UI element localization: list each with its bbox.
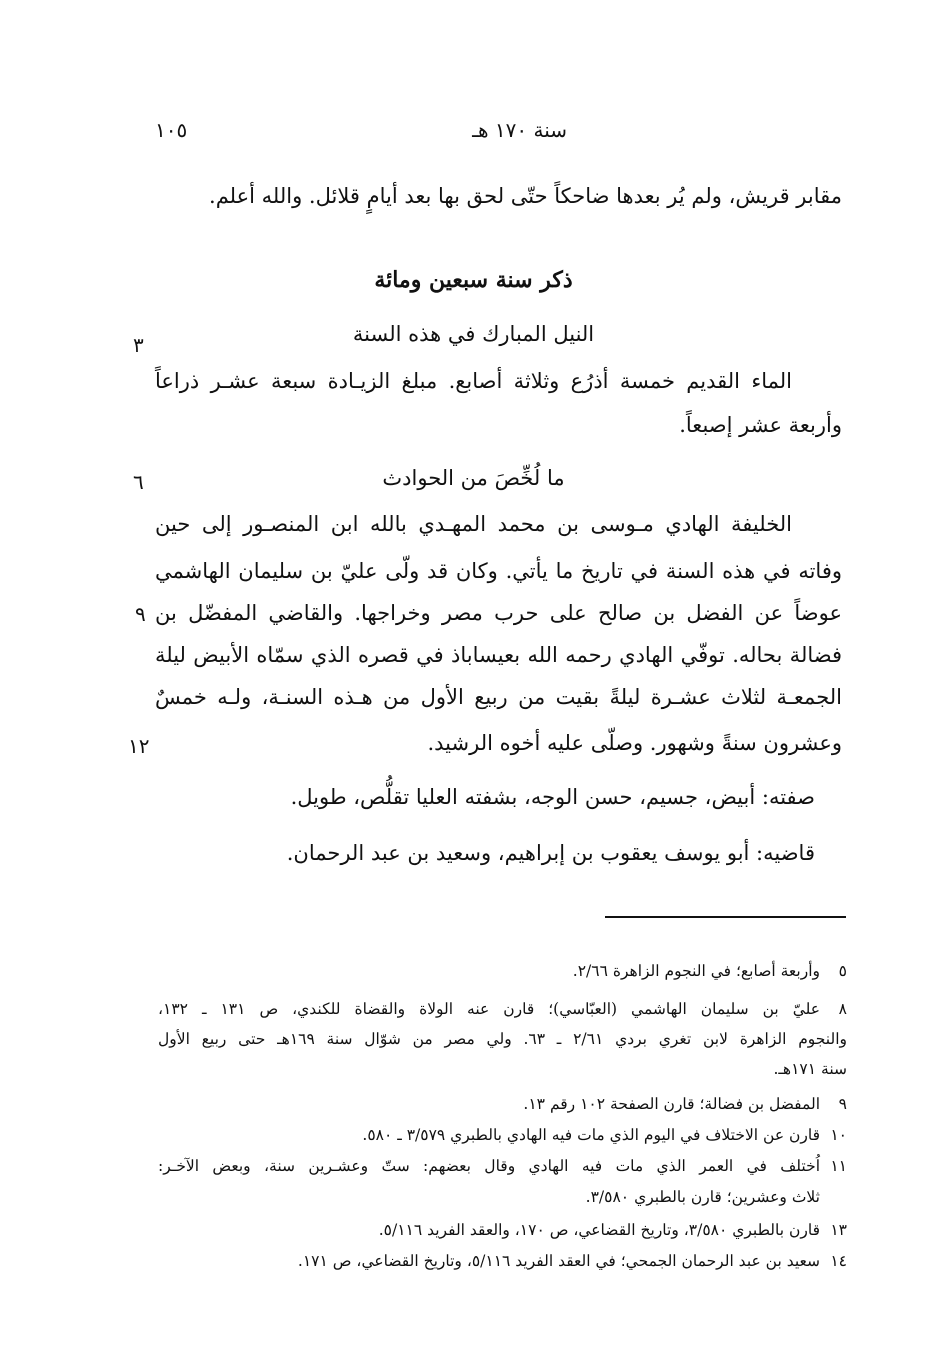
footnote-number: ٩	[838, 1095, 847, 1113]
footnote-text: وأربعة أصابع؛ في النجوم الزاهرة ٢/٦٦.	[572, 962, 820, 980]
line-number-6: ٦	[133, 470, 144, 494]
footnote-number: ١٤	[830, 1252, 847, 1270]
events-heading: ما لُخِّصَ من الحوادث	[382, 466, 565, 490]
footnote-text: المفضل بن فضالة؛ قارن الصفحة ١٠٢ رقم ١٣.	[523, 1095, 820, 1113]
events-line-3: عوضاً عن الفضل بن صالح على حرب مصر وخراجها. والقاضي المفضّل بن	[155, 601, 842, 625]
line-number-3: ٣	[133, 333, 144, 357]
opening-line: مقابر قريش، ولم يُر بعدها ضاحكاً حتّى لحق بها بعد أيامٍ قلائل. والله أعلم.	[209, 184, 842, 208]
footnote-text: والنجوم الزاهرة لابن تغري بردي ٢/٦١ ـ ٦٣. ولي مصر من شوّال سنة ١٦٩هـ حتى ربيع الأول	[158, 1030, 847, 1048]
footnote-number: ٥	[838, 962, 847, 980]
footnote-number: ٨	[838, 1000, 847, 1018]
footnote-number: ١٠	[830, 1126, 847, 1144]
nile-line-1: الماء القديم خمسة أذرُع وثلاثة أصابع. مبلغ الزيـادة سبعة عشـر ذراعاً	[155, 369, 792, 393]
running-header-title: سنة ١٧٠ هـ	[472, 118, 567, 142]
nile-heading: النيل المبارك في هذه السنة	[352, 322, 595, 346]
page-number: ١٠٥	[155, 118, 188, 142]
footnote-number: ١٣	[830, 1221, 847, 1239]
footnote-text: عليّ بن سليمان الهاشمي (العبّاسي)؛ قارن عنه الولاة والقضاة للكندي، ص ١٣١ ـ ١٣٢،	[158, 1000, 820, 1018]
footnote-separator	[605, 916, 846, 918]
caliph-judges: قاضيه: أبو يوسف يعقوب بن إبراهيم، وسعيد بن عبد الرحمان.	[286, 841, 815, 865]
footnote-text: قارن عن الاختلاف في اليوم الذي مات فيه الهادي بالطبري ٣/٥٧٩ ـ ٥٨٠.	[362, 1126, 820, 1144]
events-line-5: الجمعـة لثلاث عشـرة ليلةً بقيت من ربيع الأول من هـذه السنـة، ولـه خمسٌ	[155, 685, 842, 709]
events-line-6: وعشرون سنةً وشهور. وصلّى عليه أخوه الرشيد.	[427, 731, 842, 755]
section-title: ذكر سنة سبعين ومائة	[374, 267, 573, 293]
events-line-1: الخليفة الهادي مـوسى بن محمد المهـدي بالله ابن المنصـور إلى حين	[155, 512, 792, 536]
footnote-text: سعيد بن عبد الرحمان الجمحي؛ في العقد الفريد ٥/١١٦، وتاريخ القضاعي، ص ١٧١.	[297, 1252, 820, 1270]
events-line-4: فضالة بحاله. توفّي الهادي رحمه الله بعيساباذ في قصره الذي سمّاه الأبيض ليلة	[155, 643, 842, 667]
footnote-text: ثلاث وعشرين؛ قارن بالطبري ٣/٥٨٠.	[585, 1188, 820, 1206]
footnote-text: اُختلف في العمر الذي مات فيه الهادي وقال بعضهم: ستّ وعشـرين سنة، وبعض الآخـر:	[158, 1157, 820, 1175]
footnote-text: سنة ١٧١هـ.	[773, 1060, 847, 1078]
nile-line-2: وأربعة عشر إصبعاً.	[679, 413, 842, 437]
events-line-2: وفاته في هذه السنة في تاريخ ما يأتي. وكان قد ولّى عليّ بن سليمان الهاشمي	[155, 559, 842, 583]
line-number-12: ١٢	[128, 734, 150, 758]
footnote-text: قارن بالطبري ٣/٥٨٠، وتاريخ القضاعي، ص ١٧٠، والعقد الفريد ٥/١١٦.	[378, 1221, 820, 1239]
caliph-description: صفته: أبيض، جسيم، حسن الوجه، بشفته العليا تقلُّص، طويل.	[290, 785, 815, 809]
line-number-9: ٩	[135, 602, 146, 626]
footnote-number: ١١	[830, 1157, 847, 1175]
